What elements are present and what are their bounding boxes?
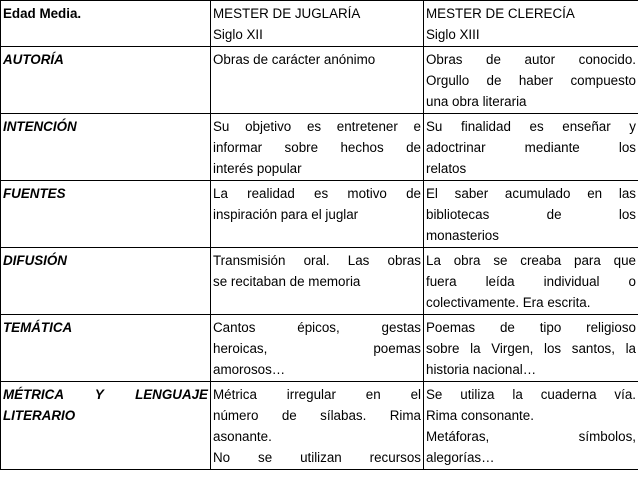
table-row bbox=[1, 181, 638, 248]
cell-line: Transmisión oral. Las obras bbox=[213, 253, 421, 268]
juglaria-cell bbox=[211, 114, 424, 181]
header-row bbox=[1, 1, 638, 47]
juglaria-cell bbox=[211, 315, 424, 382]
corner-label: Edad Media. bbox=[3, 6, 82, 21]
cell-line: Se utiliza la cuaderna vía. bbox=[426, 387, 636, 402]
cell-line: inspiración para el juglar bbox=[213, 207, 359, 222]
cell-line: La obra se creaba para que bbox=[426, 253, 636, 268]
cell-line: historia nacional… bbox=[426, 362, 537, 377]
juglaria-cell bbox=[211, 382, 424, 470]
cell-line: alegorías… bbox=[426, 450, 495, 465]
cell-line: Poemas de tipo religioso bbox=[426, 320, 636, 335]
cell-line: Obras de autor conocido. bbox=[426, 52, 636, 67]
table-row bbox=[1, 382, 638, 470]
row-label-line: LITERARIO bbox=[3, 408, 76, 423]
cell-line: bibliotecas de los bbox=[426, 207, 636, 222]
cell-line: sobre la Virgen, los santos, la bbox=[426, 341, 636, 356]
table-row bbox=[1, 47, 638, 114]
cell-line: amorosos… bbox=[213, 362, 286, 377]
cell-line: El saber acumulado en las bbox=[426, 186, 636, 201]
row-label-metrica bbox=[1, 382, 211, 470]
cell-line: No se utilizan recursos bbox=[213, 450, 421, 465]
cell-line: interés popular bbox=[213, 161, 302, 176]
clerecia-century: Siglo XIII bbox=[426, 27, 480, 42]
cell-line: informar sobre hechos de bbox=[213, 140, 421, 155]
cell-line: Metáforas, símbolos, bbox=[426, 429, 636, 444]
cell-line: número de sílabas. Rima bbox=[213, 408, 421, 423]
clerecia-cell bbox=[424, 47, 638, 114]
table-row bbox=[1, 315, 638, 382]
clerecia-cell bbox=[424, 114, 638, 181]
cell-line: La realidad es motivo de bbox=[213, 186, 421, 201]
row-label-fuentes: FUENTES bbox=[1, 181, 211, 248]
juglaria-century: Siglo XII bbox=[213, 27, 263, 42]
cell-line: Obras de carácter anónimo bbox=[213, 52, 376, 67]
cell-line: colectivamente. Era escrita. bbox=[426, 295, 591, 310]
row-label-autoria: AUTORÍA bbox=[1, 47, 211, 114]
clerecia-title: MESTER DE CLERECÍA bbox=[426, 6, 575, 21]
row-label-intencion: INTENCIÓN bbox=[1, 114, 211, 181]
table-row bbox=[1, 114, 638, 181]
clerecia-cell bbox=[424, 382, 638, 470]
cell-line: heroicas, poemas bbox=[213, 341, 421, 356]
juglaria-cell bbox=[211, 47, 424, 114]
cell-line: fuera leída individual o bbox=[426, 274, 636, 289]
juglaria-title: MESTER DE JUGLARÍA bbox=[213, 6, 361, 21]
table-row bbox=[1, 248, 638, 315]
corner-cell bbox=[1, 1, 211, 47]
cell-line: una obra literaria bbox=[426, 94, 527, 109]
row-label-tematica: TEMÁTICA bbox=[1, 315, 211, 382]
clerecia-cell bbox=[424, 315, 638, 382]
cell-line: adoctrinar mediante los bbox=[426, 140, 636, 155]
cell-line: Orgullo de haber compuesto bbox=[426, 73, 636, 88]
cell-line: asonante. bbox=[213, 429, 272, 444]
cell-line: relatos bbox=[426, 161, 467, 176]
clerecia-cell bbox=[424, 248, 638, 315]
juglaria-cell bbox=[211, 181, 424, 248]
clerecia-cell bbox=[424, 181, 638, 248]
cell-line: monasterios bbox=[426, 228, 499, 243]
cell-line: Su finalidad es enseñar y bbox=[426, 119, 636, 134]
cell-line: Métrica irregular en el bbox=[213, 387, 421, 402]
row-label-line: MÉTRICA Y LENGUAJE bbox=[3, 387, 208, 402]
row-label-difusion: DIFUSIÓN bbox=[1, 248, 211, 315]
juglaria-cell bbox=[211, 248, 424, 315]
juglaria-header-cell bbox=[211, 1, 424, 47]
clerecia-header-cell bbox=[424, 1, 638, 47]
cell-line: se recitaban de memoria bbox=[213, 274, 361, 289]
cell-line: Cantos épicos, gestas bbox=[213, 320, 421, 335]
cell-line: Su objetivo es entretener e bbox=[213, 119, 421, 134]
cell-line: Rima consonante. bbox=[426, 408, 534, 423]
